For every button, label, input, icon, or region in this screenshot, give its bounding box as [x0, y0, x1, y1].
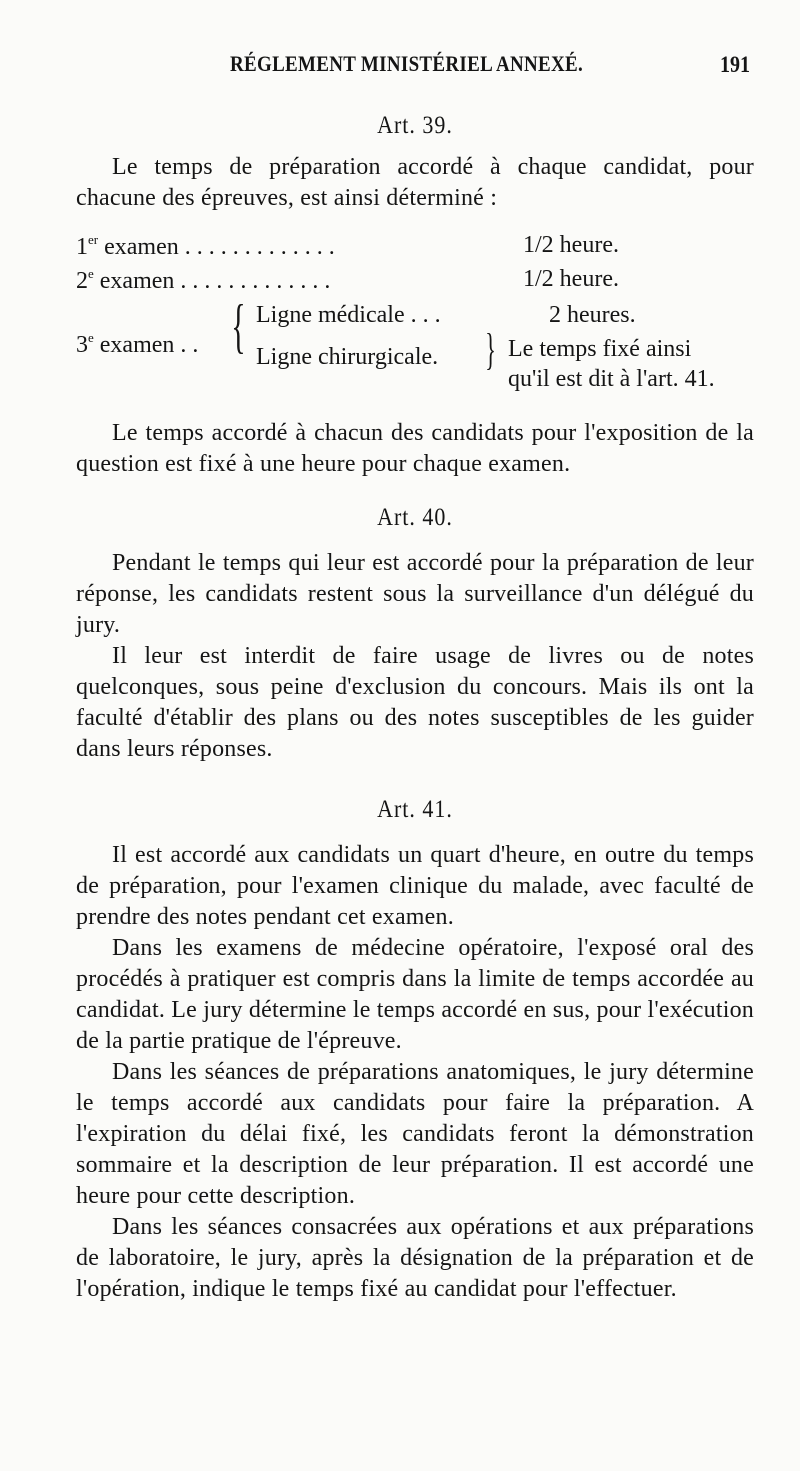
exam1-row: [76, 232, 335, 261]
exam2-number: 2: [76, 268, 88, 294]
paragraph: Il leur est interdit de faire usage de livres ou de notes quelconques, sous peine d'exclusion du concours. Mais ils ont la faculté d'établir des plans ou des notes susceptibles de les guider dans leurs réponses.: [76, 643, 754, 762]
paragraph: Le temps accordé à chacun des candidats pour l'exposition de la question est fixé à une heure pour chaque examen.: [76, 420, 754, 477]
exam1-number: 1: [76, 234, 88, 260]
article-heading: Art. 40.: [377, 502, 453, 531]
exam1-dots: . . . . . . . . . . . . .: [184, 234, 335, 260]
paragraph: Il est accordé aux candidats un quart d'heure, en outre du temps de préparation, pour l'examen clinique du malade, avec faculté de prendre des notes pendant cet examen.: [76, 842, 754, 930]
running-title: RÉGLEMENT MINISTÉRIEL ANNEXÉ.: [230, 52, 584, 77]
ligne-chirurgicale: Ligne chirurgicale.: [256, 344, 439, 370]
paragraph: Dans les séances de préparations anatomiques, le jury détermine le temps accordé aux candidats pour faire la préparation. A l'expiration du délai fixé, les candidats feront la démonstration sommaire et la description de leur préparation. Il est accordé une heure pour cette description.: [76, 1059, 754, 1209]
article-heading: Art. 39.: [377, 110, 453, 139]
page-header: [0, 52, 800, 82]
paragraph: Dans les examens de médecine opératoire, l'exposé oral des procédés à pratiquer est compris dans la limite de temps accordée au candidat. Le jury détermine le temps accordé en sus, pour l'exécution de la partie pratique de l'épreuve.: [76, 935, 754, 1054]
article-39: [76, 112, 754, 138]
exam2-label: examen: [99, 268, 175, 294]
exam3-label: examen: [99, 332, 175, 358]
ligne-medicale-time: 2 heures.: [549, 302, 636, 328]
exam2-dots: . . . . . . . . . . . . .: [180, 268, 331, 294]
article-41: [76, 796, 754, 822]
exam3-row: [76, 330, 198, 359]
exam1-sup: er: [88, 232, 99, 247]
paragraph: Dans les séances consacrées aux opérations et aux préparations de laboratoire, le jury, après la désignation de la préparation et de l'opération, indique le temps fixé au candidat pour l'effectuer.: [76, 1214, 754, 1302]
ligne-chirurgicale-time-line2: qu'il est dit à l'art. 41.: [508, 366, 715, 392]
article-heading: Art. 41.: [377, 794, 453, 823]
article-40: [76, 504, 754, 530]
article-40-body: [76, 548, 754, 765]
exam3-sup: e: [88, 330, 94, 345]
exam2-row: [76, 266, 330, 295]
exam1-label: examen: [104, 234, 179, 260]
article-41-body: [76, 840, 754, 1305]
ligne-medicale: Ligne médicale: [256, 302, 405, 328]
paragraph: Le temps de préparation accordé à chaque candidat, pour chacune des épreuves, est ainsi déterminé :: [76, 154, 754, 211]
article-39-body: [76, 152, 754, 214]
left-brace: {: [231, 293, 246, 359]
exam2-time: 1/2 heure.: [523, 266, 619, 292]
exam-schedule: [76, 232, 754, 392]
paragraph: Pendant le temps qui leur est accordé pour la préparation de leur réponse, les candidats restent sous la surveillance d'un délégué du jury.: [76, 550, 754, 638]
exam2-sup: e: [88, 266, 94, 281]
page-number: 191: [720, 52, 750, 78]
after-schedule: [76, 418, 754, 480]
ligne-medicale-dots: . . .: [410, 302, 441, 328]
ligne-chirurgicale-time-line1: Le temps fixé ainsi: [508, 336, 692, 362]
right-brace: }: [485, 325, 496, 374]
ligne-medicale-row: [256, 302, 441, 329]
exam3-dots: . .: [180, 332, 199, 358]
exam3-number: 3: [76, 332, 88, 358]
exam1-time: 1/2 heure.: [523, 232, 619, 258]
